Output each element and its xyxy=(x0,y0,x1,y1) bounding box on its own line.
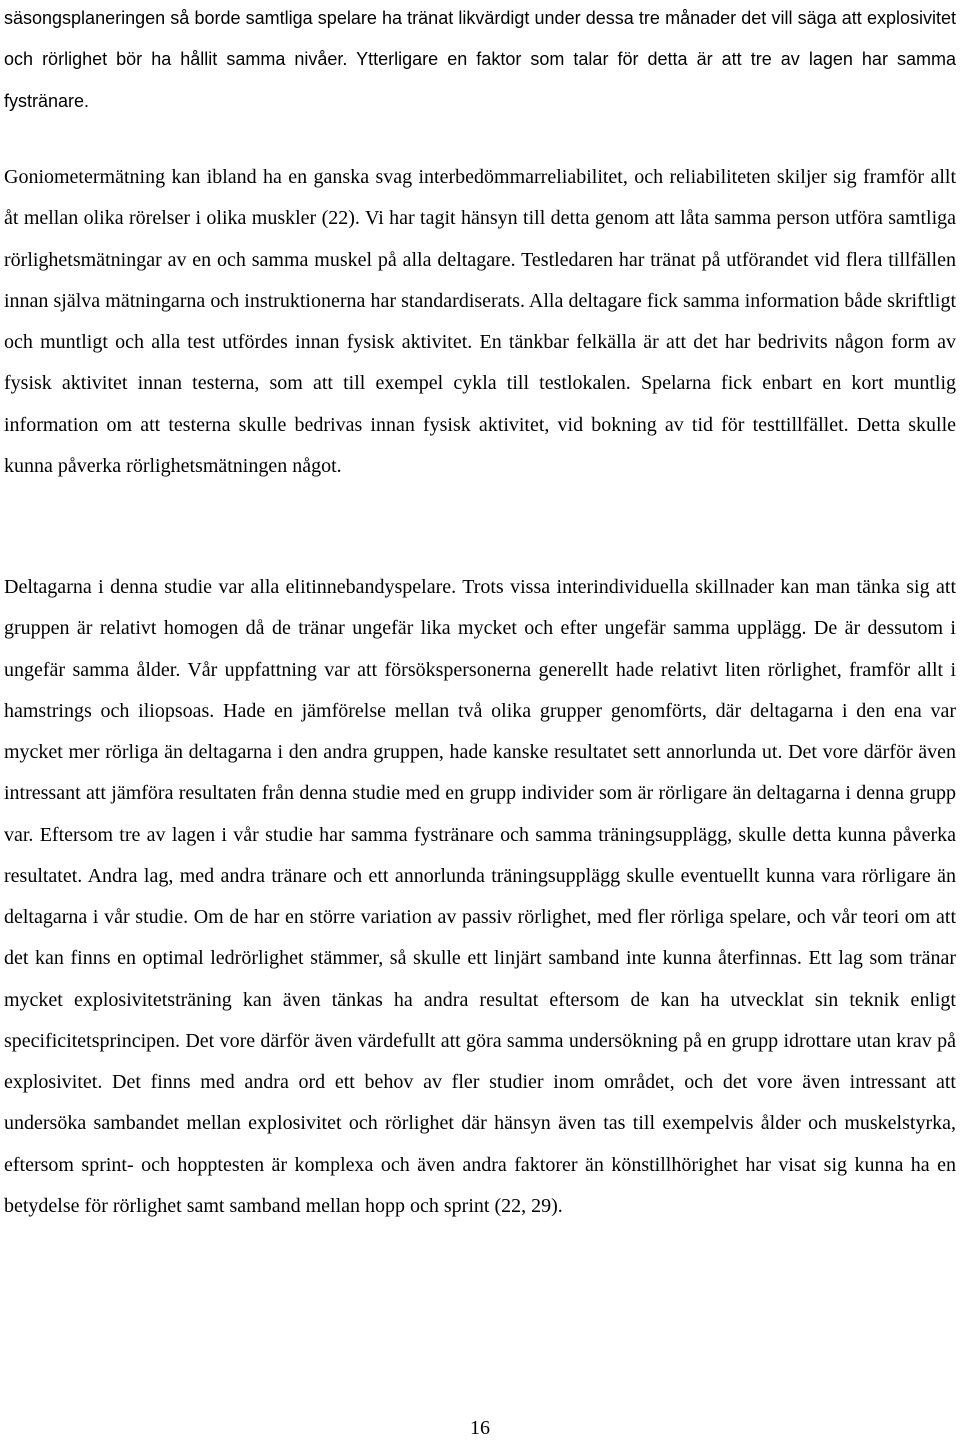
paragraph-goniometermatning: Goniometermätning kan ibland ha en ganska svag interbedömmarreliabilitet, och reliabiliteten skiljer sig framför allt åt mellan olika rörelser i olika muskler (22). Vi har tagit hänsyn till detta genom att låta samma person utföra samtliga rörlighetsmätningar av en och samma muskel på alla deltagare. Testledaren har tränat på utförandet vid flera tillfällen innan själva mätningarna och instruktionerna har standardiserats. Alla deltagare fick samma information både skriftligt och muntligt och alla test utfördes innan fysisk aktivitet. En tänkbar felkälla är att det har bedrivits någon form av fysisk aktivitet innan testerna, som att till exempel cykla till testlokalen. Spelarna fick enbart en kort muntlig information om att testerna skulle bedrivas innan fysisk aktivitet, vid bokning av tid för testtillfället. Detta skulle kunna påverka rörlighetsmätningen något. xyxy=(4,166,956,477)
paragraph-fysiska-forutsattningar: säsongsplaneringen så borde samtliga spelare ha tränat likvärdigt under dessa tre månader det vill säga att explosivitet och rörlighet bör ha hållit samma nivåer. Ytterligare en faktor som talar för detta är att tre av lagen har samma fystränare. xyxy=(4,8,956,111)
page-number: 16 xyxy=(470,1417,490,1439)
document-page xyxy=(4,0,956,1440)
paragraph-deltagarna: Deltagarna i denna studie var alla elitinnebandyspelare. Trots vissa interindividuella skillnader kan man tänka sig att gruppen är relativt homogen då de tränar ungefär lika mycket och efter ungefär samma upplägg. De är dessutom i ungefär samma ålder. Vår uppfattning var att försökspersonerna generellt hade relativt liten rörlighet, framför allt i hamstrings och iliopsoas. Hade en jämförelse mellan två olika grupper genomförts, där deltagarna i den ena var mycket mer rörliga än deltagarna i den andra gruppen, hade kanske resultatet sett annorlunda ut. Det vore därför även intressant att jämföra resultaten från denna studie med en grupp individer som är rörligare än deltagarna i denna grupp var. Eftersom tre av lagen i vår studie har samma fystränare och samma träningsupplägg, skulle detta kunna påverka resultatet. Andra lag, med andra tränare och ett annorlunda träningsupplägg skulle eventuellt kunna vara rörligare än deltagarna i vår studie. Om de har en större variation av passiv rörlighet, med fler rörliga spelare, och vår teori om att det kan finns en optimal ledrörlighet stämmer, så skulle ett linjärt samband inte kunna återfinnas. Ett lag som tränar mycket explosivitetsträning kan även tänkas ha andra resultat eftersom de kan ha utvecklat sin teknik enligt specificitetsprincipen. Det vore därför även värdefullt att göra samma undersökning på en grupp idrottare utan krav på explosivitet. Det finns med andra ord ett behov av fler studier inom området, och det vore även intressant att undersöka sambandet mellan explosivitet och rörlighet där hänsyn även tas till exempelvis ålder och muskelstyrka, eftersom sprint- och hopptesten är komplexa och även andra faktorer än könstillhörighet har visat sig kunna ha en betydelse för rörlighet samt samband mellan hopp och sprint (22, 29). xyxy=(4,576,956,1217)
